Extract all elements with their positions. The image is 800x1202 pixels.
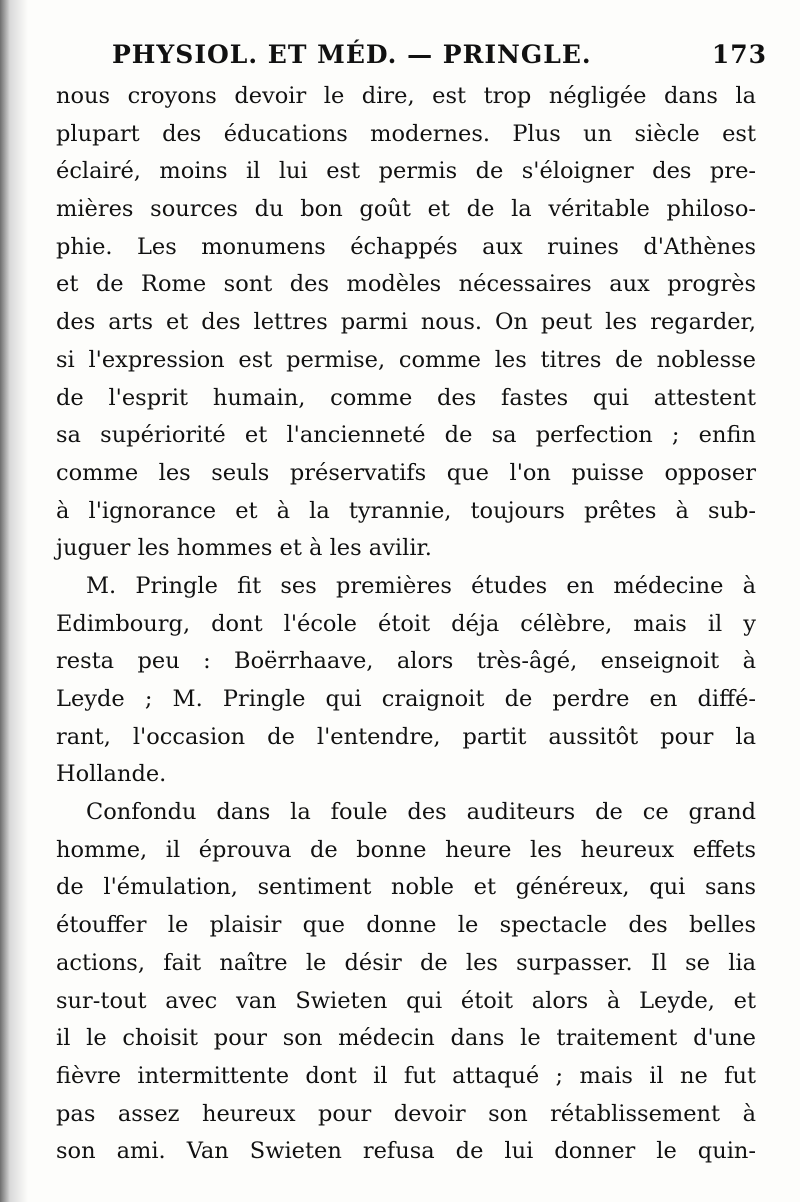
text-line: fièvre intermittente dont il fut attaqué ; mais il ne fut (56, 1062, 756, 1089)
text-line: plupart des éducations modernes. Plus un siècle est (56, 120, 756, 147)
paragraph-end-line: Hollande. (56, 761, 167, 788)
body-text (56, 78, 756, 1171)
text-line: comme les seuls préservatifs que l'on puisse opposer (56, 459, 756, 486)
text-line: si l'expression est permise, comme les titres de noblesse (56, 346, 756, 373)
text-line: de l'esprit humain, comme des fastes qui attestent (56, 384, 756, 411)
text-line: pas assez heureux pour devoir son rétablissement à (56, 1100, 756, 1127)
text-line: sur-tout avec van Swieten qui étoit alors à Leyde, et (56, 987, 756, 1014)
text-line: resta peu : Boërrhaave, alors très-âgé, enseignoit à (56, 648, 756, 675)
text-line: Leyde ; M. Pringle qui craignoit de perdre en diffé- (56, 686, 756, 712)
text-line: mières sources du bon goût et de la véritable philoso- (56, 196, 756, 223)
text-line: actions, fait naître le désir de les surpasser. Il se lia (56, 949, 756, 976)
text-line: à l'ignorance et à la tyrannie, toujours prêtes à sub- (56, 497, 756, 524)
text-line: étouffer le plaisir que donne le spectacle des belles (56, 912, 756, 939)
page-header (112, 40, 767, 80)
running-title: PHYSIOL. ET MÉD. — PRINGLE. (112, 40, 592, 69)
paragraph-start-line: M. Pringle fit ses premières études en médecine à (86, 572, 756, 599)
text-line: éclairé, moins il lui est permis de s'éloigner des pre- (56, 158, 756, 185)
text-line: des arts et des lettres parmi nous. On peut les regarder, (56, 309, 756, 336)
text-line: de l'émulation, sentiment noble et généreux, qui sans (56, 874, 756, 901)
text-line: rant, l'occasion de l'entendre, partit aussitôt pour la (56, 723, 756, 750)
text-line: il le choisit pour son médecin dans le traitement d'une (56, 1025, 756, 1052)
text-line: son ami. Van Swieten refusa de lui donner le quin- (56, 1138, 756, 1165)
text-line: nous croyons devoir le dire, est trop négligée dans la (56, 83, 756, 109)
paragraph-end-line: juguer les hommes et à les avilir. (56, 535, 432, 562)
text-line: homme, il éprouva de bonne heure les heureux effets (56, 836, 756, 863)
text-line: et de Rome sont des modèles nécessaires aux progrès (56, 271, 756, 298)
paragraph-start-line: Confondu dans la foule des auditeurs de ce grand (86, 799, 756, 826)
text-line: phie. Les monumens échappés aux ruines d'Athènes (56, 233, 756, 260)
text-line: sa supériorité et l'ancienneté de sa perfection ; enfin (56, 422, 756, 449)
page-edge-shadow (0, 0, 28, 1202)
text-line: Edimbourg, dont l'école étoit déja célèbre, mais il y (56, 610, 756, 637)
page-number: 173 (711, 40, 767, 69)
